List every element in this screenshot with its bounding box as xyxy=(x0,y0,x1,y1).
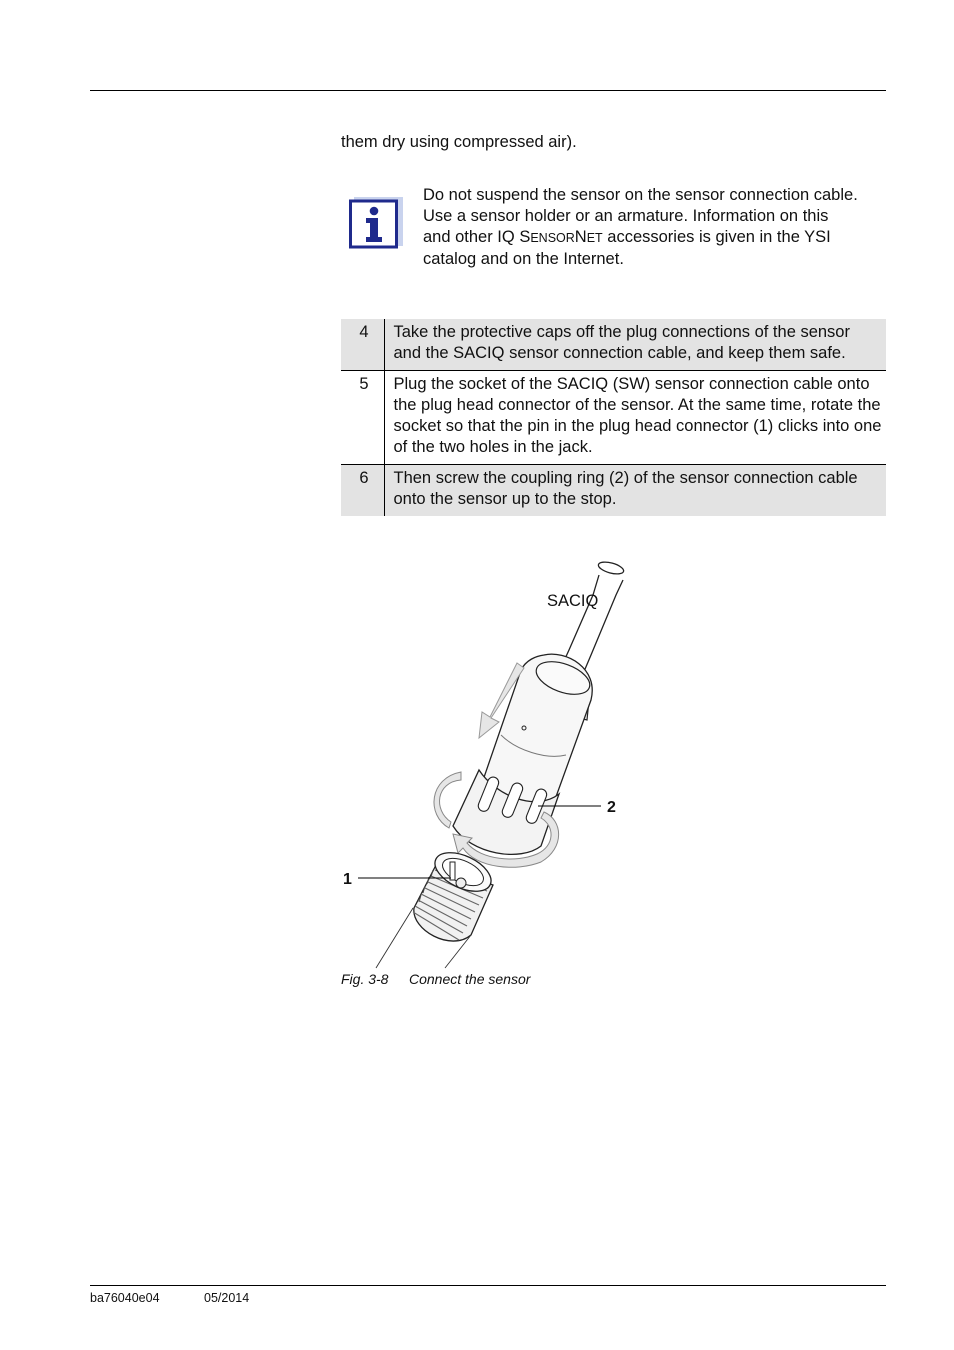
footer-rule xyxy=(90,1285,886,1286)
figure-caption xyxy=(341,971,530,987)
step-number: 6 xyxy=(341,465,384,517)
step-text: Plug the socket of the SACIQ (SW) sensor connection cable onto the plug head connector of the sensor. At the same time, rotate the socket so that the pin in the plug head connector (1) clicks into one of the two holes in the jack. xyxy=(384,371,886,465)
note-line-1: Do not suspend the sensor on the sensor connection cable. xyxy=(423,186,858,204)
note-line-3: and other IQ SENSORNET accessories is given in the YSI xyxy=(423,228,831,246)
step-text: Take the protective caps off the plug connections of the sensor and the SACIQ sensor connection cable, and keep them safe. xyxy=(384,319,886,371)
note-line-2: Use a sensor holder or an armature. Information on this xyxy=(423,207,829,225)
step-number: 4 xyxy=(341,319,384,371)
header-rule xyxy=(90,90,886,91)
callout-1: 1 xyxy=(343,871,352,888)
info-icon xyxy=(349,197,403,251)
connection-illustration xyxy=(341,550,661,970)
step-row xyxy=(341,319,886,371)
footer-date: 05/2014 xyxy=(204,1291,250,1305)
note-line-4: catalog and on the Internet. xyxy=(423,250,624,268)
callout-2: 2 xyxy=(607,799,616,816)
footer-doc-id: ba76040e04 xyxy=(90,1291,160,1305)
steps-table xyxy=(341,319,886,516)
cable-label: SACIQ xyxy=(547,592,599,610)
intro-text: them dry using compressed air). xyxy=(341,133,577,151)
step-row xyxy=(341,465,886,517)
caption-text: Connect the sensor xyxy=(409,971,531,987)
step-number: 5 xyxy=(341,371,384,465)
step-text: Then screw the coupling ring (2) of the sensor connection cable onto the sensor up to the stop. xyxy=(384,465,886,517)
caption-number: Fig. 3-8 xyxy=(341,971,389,987)
info-note xyxy=(423,185,893,270)
brand-sensornet: SENSORNET xyxy=(519,228,603,246)
step-row xyxy=(341,371,886,465)
